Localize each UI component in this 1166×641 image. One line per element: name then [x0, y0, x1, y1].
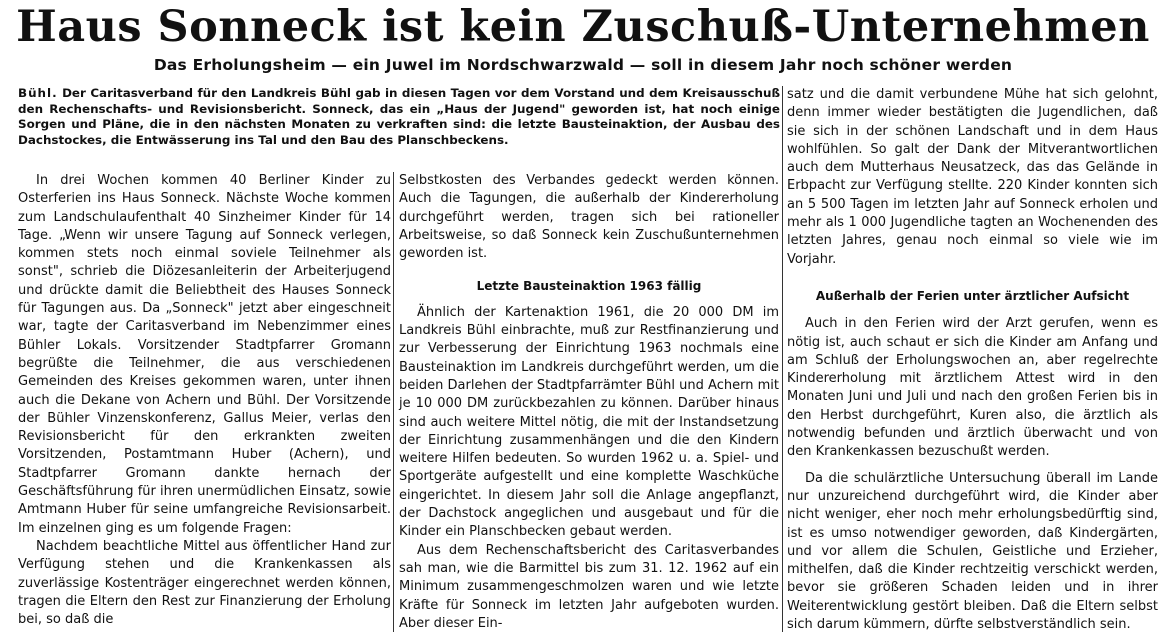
- lead-paragraph: [18, 86, 780, 148]
- column-3-paragraph: Auch in den Ferien wird der Arzt gerufen, wenn es nötig ist, auch schaut er sich die Kinder am Anfang und am Schluß der Erholungswochen an, aber regelrechte Kindererholung mit ärztlichem Attest wird in den Monaten Juni und Juli und nach den großen Ferien bis in den Herbst durchgeführt, Kuren also, die ärztlich als notwendig befunden und ärztlich überwacht und von den Krankenkassen bezuschußt werden.: [787, 316, 1158, 460]
- column-1: [18, 172, 391, 629]
- subheadline: Das Erholungsheim — ein Juwel im Nordschwarzwald — soll in diesem Jahr noch schöner werden: [153, 56, 1013, 74]
- column-2-paragraph: Ähnlich der Kartenaktion 1961, die 20 000 DM im Landkreis Bühl einbrachte, muß zur Restfinanzierung und zur Verbesserung der Einrichtung 1963 nochmals eine Bausteinaktion im Landkreis durchgeführt werden, um die beiden Darlehen der Stadtpfarrämter Bühl und Achern mit je 10 000 DM zurückbezahlen zu können. Darüber hinaus sind auch weitere Mittel nötig, die mit der Instandsetzung der Einrichtung zusammenhängen und die den Kindern weitere Hilfen bedeuten. So wurden 1962 u. a. Spiel- und Sportgeräte aufgestellt und eine komplette Waschküche eingerichtet. In diesem Jahr soll die Anlage angepflanzt, der Dachstock angeglichen und ausgebaut und für die Kinder ein Planschbecken gebaut werden.: [399, 304, 779, 540]
- column-1-paragraph: In drei Wochen kommen 40 Berliner Kinder zu Osterferien ins Haus Sonneck. Nächste Woche kommen zum Landschulaufenthalt 40 Sinzheimer Kinder für 14 Tage. „Wenn wir unsere Tagung auf Sonneck verlegen, kommen stets noch einmal soviele Teilnehmer als sonst", schrieb die Diözesanleiterin der Arbeiterjugend und drückte damit die Beliebtheit des Hauses Sonneck für Tagungen aus. Da „Sonneck" jetzt aber eingeschneit war, tagte der Caritasverband im Nebenzimmer eines Bühler Lokals. Vorsitzender Stadtpfarrer Gromann begrüßte die Teilnehmer, die aus verschiedenen Gemeinden des Kreises gekommen waren, unter ihnen auch die Dekane von Achern und Bühl. Der Vorsitzende der Bühler Vinzenskonferenz, Gallus Meier, verlas den Revisionsbericht für den erkrankten zweiten Vorsitzenden, Postamtmann Huber (Achern), und Stadtpfarrer Gromann dankte hernach der Geschäftsführung für ihren unermüdlichen Einsatz, sowie Amtmann Huber für seine umfangreiche Revisionsarbeit. Im einzelnen ging es um folgende Fragen:: [18, 173, 391, 536]
- column-2-paragraph: Aus dem Rechenschaftsbericht des Caritasverbandes sah man, wie die Barmittel bis zum 31. 12. 1962 auf ein Minimum zusammengeschmolzen waren und wie letzte Kräfte für Sonneck im letzten Jahr aufgeboten wurden. Aber dieser Ein-: [399, 542, 779, 631]
- headline: Haus Sonneck ist kein Zuschuß-Unternehmen: [16, 2, 1150, 52]
- column-divider-1: [393, 172, 394, 632]
- lead-text: Der Caritasverband für den Landkreis Bühl gab in diesen Tagen vor dem Vorstand und dem Kreisausschuß den Rechenschafts- und Revisionsbericht. Sonneck, das ein „Haus der Jugend" geworden ist, hat noch einige Sorgen und Pläne, die in den nächsten Monaten zu verkraften sind: die letzte Bausteinaktion, der Ausbau des Dachstockes, die Entwässerung ins Tal und den Bau des Planschbeckens.: [18, 86, 780, 147]
- dateline: Bühl.: [18, 86, 58, 100]
- column-3: [787, 86, 1158, 634]
- column-3-paragraph: Da die schulärztliche Untersuchung überall im Lande nur unzureichend durchgeführt wird, die Kinder aber nicht weniger, eher noch mehr erholungsbedürftig sind, ist es umso notwendiger geworden, daß Kindergärten, und vor allem die Schulen, Geistliche und Erzieher, mithelfen, daß die Kinder rechtzeitig verschickt werden, bevor sie größeren Schaden leiden und in ihrer Weiterentwicklung gestört bleiben. Daß die Eltern selbst sich darum kümmern, dürfte selbstverständlich sein.: [787, 470, 1158, 633]
- column-2-paragraph-continued: Selbstkosten des Verbandes gedeckt werden können. Auch die Tagungen, die außerhalb der Kindererholung durchgeführt werden, tragen sich bei rationeller Arbeitsweise, so daß Sonneck kein Zuschußunternehmen geworden ist.: [399, 173, 779, 262]
- column-2: [399, 172, 779, 633]
- section-heading-aerztliche-aufsicht: Außerhalb der Ferien unter ärztlicher Aufsicht: [815, 288, 1130, 303]
- column-3-paragraph-continued: satz und die damit verbundene Mühe hat sich gelohnt, denn immer wieder bestätigten die Jugendlichen, daß sie sich in der schönen Landschaft und in dem Haus wohlfühlen. So galt der Dank der Mitverantwortlichen auch dem Mutterhaus Neusatzeck, das das Gelände in Erbpacht zur Verfügung stellte. 220 Kinder konnten sich an 5 500 Tagen im letzten Jahr auf Sonneck erholen und mehr als 1 000 Jugendliche tagten an Wochenenden des letzten Jahres, genau noch einmal so viele wie im Vorjahr.: [787, 87, 1158, 267]
- column-divider-2: [782, 86, 783, 632]
- section-heading-bausteinaktion: Letzte Bausteinaktion 1963 fällig: [476, 279, 702, 294]
- column-1-paragraph: Nachdem beachtliche Mittel aus öffentlicher Hand zur Verfügung stehen und die Krankenkassen als zuverlässige Kostenträger eingerechnet werden können, tragen die Eltern den Rest zur Finanzierung der Erholung bei, so daß die: [18, 538, 391, 628]
